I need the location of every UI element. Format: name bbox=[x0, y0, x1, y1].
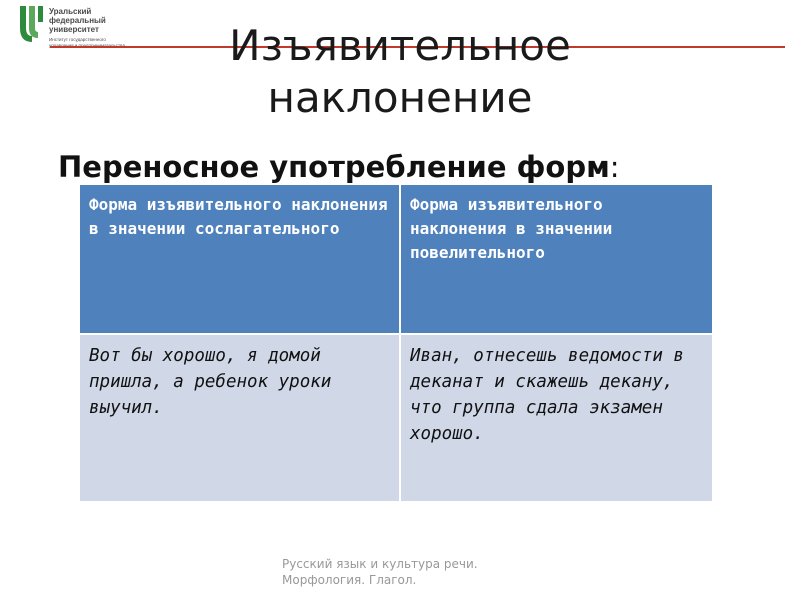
logo-text-line2: федеральный bbox=[49, 16, 106, 25]
slide-subtitle-text: Переносное употребление форм bbox=[58, 150, 610, 184]
table-row bbox=[80, 334, 712, 501]
table-header-row bbox=[80, 185, 712, 334]
footer-line1: Русский язык и культура речи. bbox=[282, 557, 478, 571]
table-header-cell: Форма изъявительного наклонения в значении сослагательного bbox=[80, 185, 400, 334]
slide-title bbox=[0, 20, 800, 124]
slide-title-line1: Изъявительное bbox=[229, 21, 571, 70]
logo-subtext-line1: Институт государственного bbox=[49, 37, 106, 42]
slide-subtitle-colon: : bbox=[609, 150, 620, 184]
table-cell: Иван, отнесешь ведомости в деканат и скажешь декану, что группа сдала экзамен хорошо. bbox=[400, 334, 712, 501]
table-cell: Вот бы хорошо, я домой пришла, а ребенок уроки выучил. bbox=[80, 334, 400, 501]
slide-footer bbox=[282, 556, 478, 588]
logo-text-line3: университет bbox=[49, 25, 99, 34]
comparison-table bbox=[80, 185, 712, 501]
slide-subtitle bbox=[58, 147, 620, 187]
footer-line2: Морфология. Глагол. bbox=[282, 573, 417, 587]
table-header-cell: Форма изъявительного наклонения в значении повелительного bbox=[400, 185, 712, 334]
logo-text-line1: Уральский bbox=[49, 7, 92, 16]
slide-title-line2: наклонение bbox=[267, 73, 533, 122]
